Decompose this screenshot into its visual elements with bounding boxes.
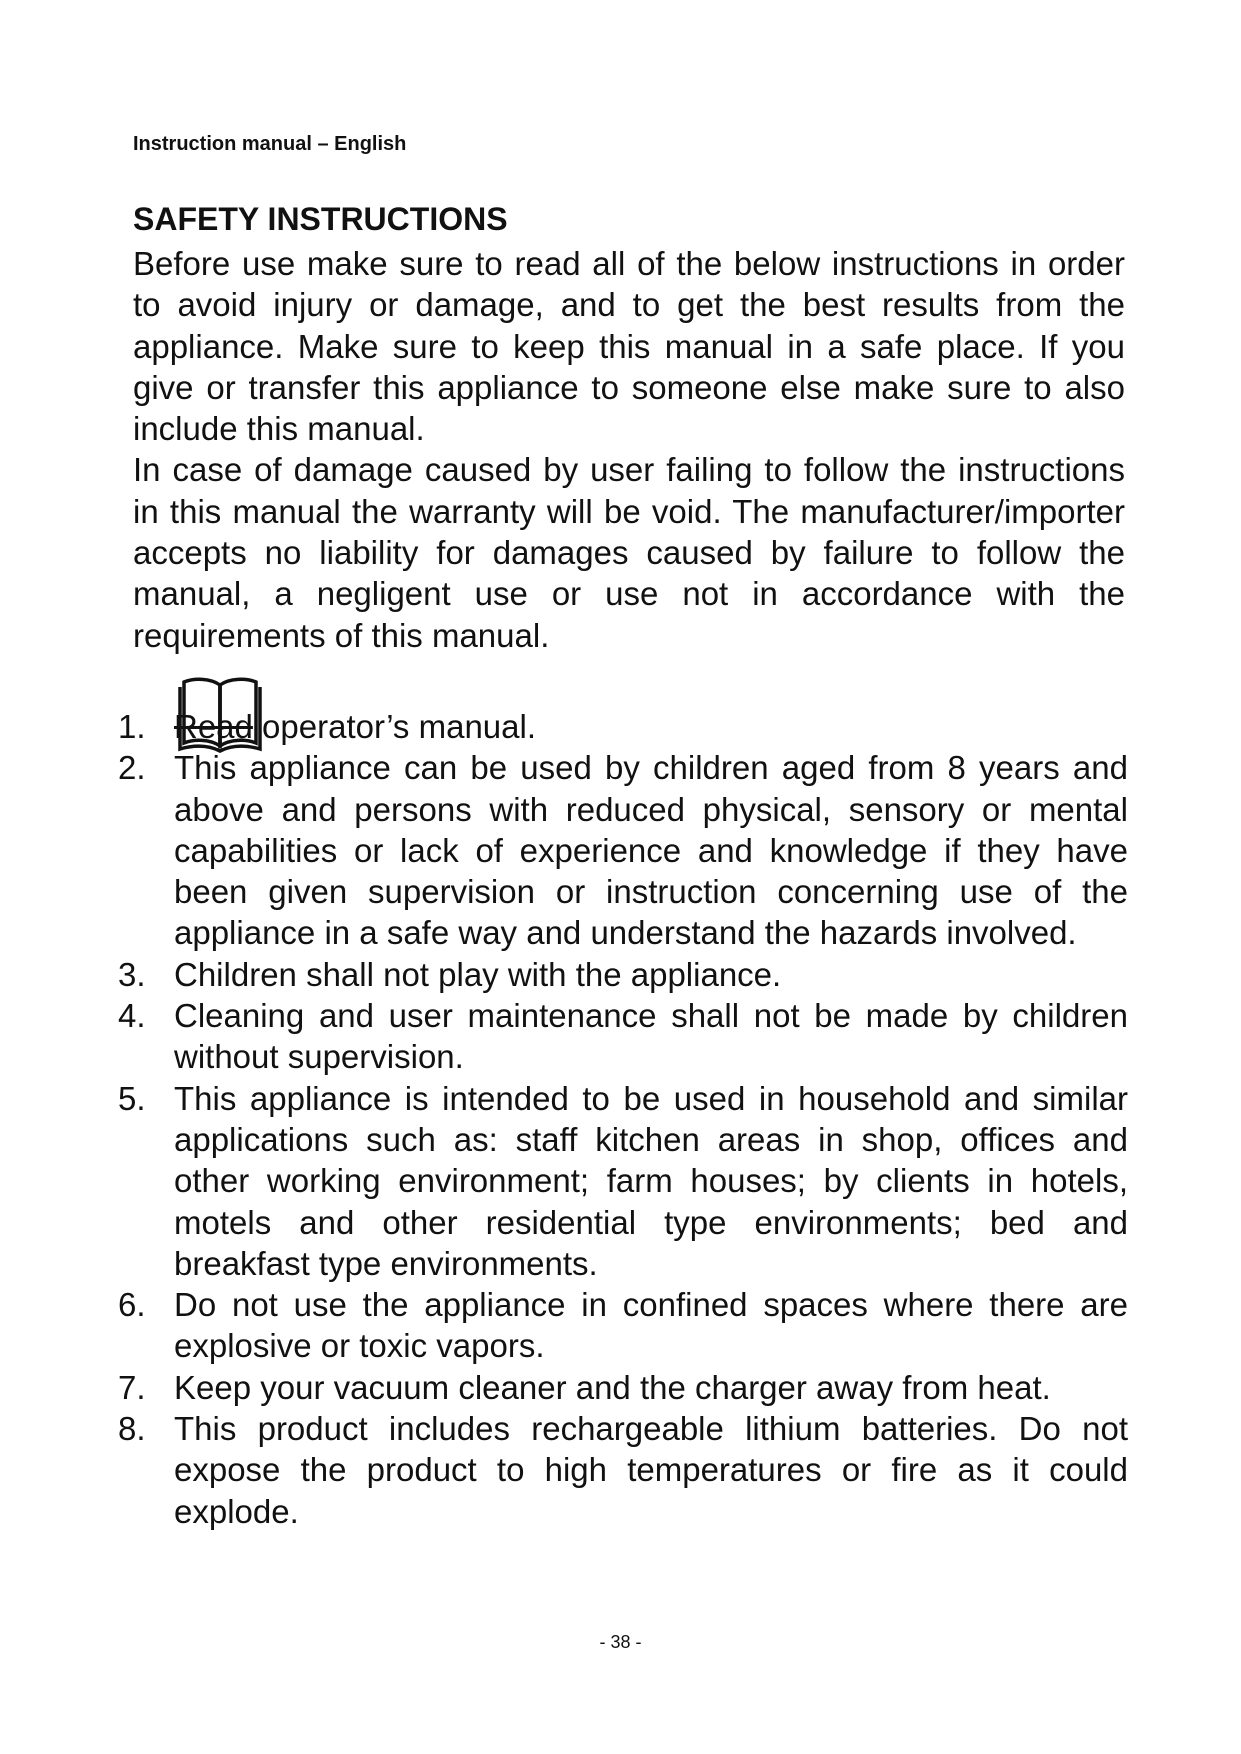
list-item — [118, 1367, 1128, 1408]
list-item — [118, 706, 1128, 747]
item-number: 8. — [118, 1410, 146, 1448]
item-text: This product includes rechargeable lithium batteries. Do not expose the product to high temperatures or fire as it could explode. — [174, 1410, 1128, 1530]
item-text: Do not use the appliance in confined spaces where there are explosive or toxic vapors. — [174, 1286, 1128, 1365]
intro-paragraph-1: Before use make sure to read all of the below instructions in order to avoid injury or damage, and to get the best results from the appliance. Make sure to keep this manual in a safe place. If you give or transfer this appliance to someone else make sure to also include this manual. — [133, 245, 1125, 448]
safety-title: SAFETY INSTRUCTIONS — [133, 201, 508, 237]
item-text: This appliance can be used by children aged from 8 years and above and persons with reduced physical, sensory or mental capabilities or lack of experience and knowledge if they have been given supervision or instruction concerning use of the appliance in a safe way and understand the hazards involved. — [174, 749, 1128, 952]
item-text: Keep your vacuum cleaner and the charger away from heat. — [174, 1368, 1051, 1406]
item-number: 6. — [118, 1286, 146, 1324]
list-item — [118, 1284, 1128, 1367]
page-number: - 38 - — [599, 1632, 642, 1652]
item-number: 5. — [118, 1079, 146, 1117]
item-text: Cleaning and user maintenance shall not be made by children without supervision. — [174, 997, 1128, 1076]
list-item — [118, 954, 1128, 995]
item-number: 2. — [118, 749, 146, 787]
list-item — [118, 747, 1128, 953]
list-item — [118, 995, 1128, 1078]
safety-instruction-list — [118, 706, 1128, 1532]
item-text: This appliance is intended to be used in household and similar applications such as: staff kitchen areas in shop, offices and other working environment; farm houses; by clients in hotels, motels and other residential type environments; bed and breakfast type environments. — [174, 1079, 1128, 1282]
item-text — [174, 706, 1128, 747]
list-item — [118, 1078, 1128, 1284]
item-number: 1. — [118, 708, 146, 745]
manual-language-header: Instruction manual – English — [133, 133, 407, 155]
item-text-rest: operator’s manual. — [252, 708, 537, 745]
item-text: Children shall not play with the appliance. — [174, 955, 782, 993]
read-word: Read — [174, 708, 253, 745]
book-icon — [176, 673, 264, 753]
list-item — [118, 1408, 1128, 1532]
item-number: 4. — [118, 997, 146, 1035]
intro-paragraph-2: In case of damage caused by user failing to follow the instructions in this manual the warranty will be void. The manufacturer/importer accepts no liability for damages caused by failure to follow the manual, a negligent use or use not in accordance with the requirements of this manual. — [133, 451, 1125, 654]
item-number: 3. — [118, 955, 146, 993]
safety-intro — [133, 243, 1125, 656]
read-manual-symbol — [174, 706, 253, 747]
item-number: 7. — [118, 1368, 146, 1406]
